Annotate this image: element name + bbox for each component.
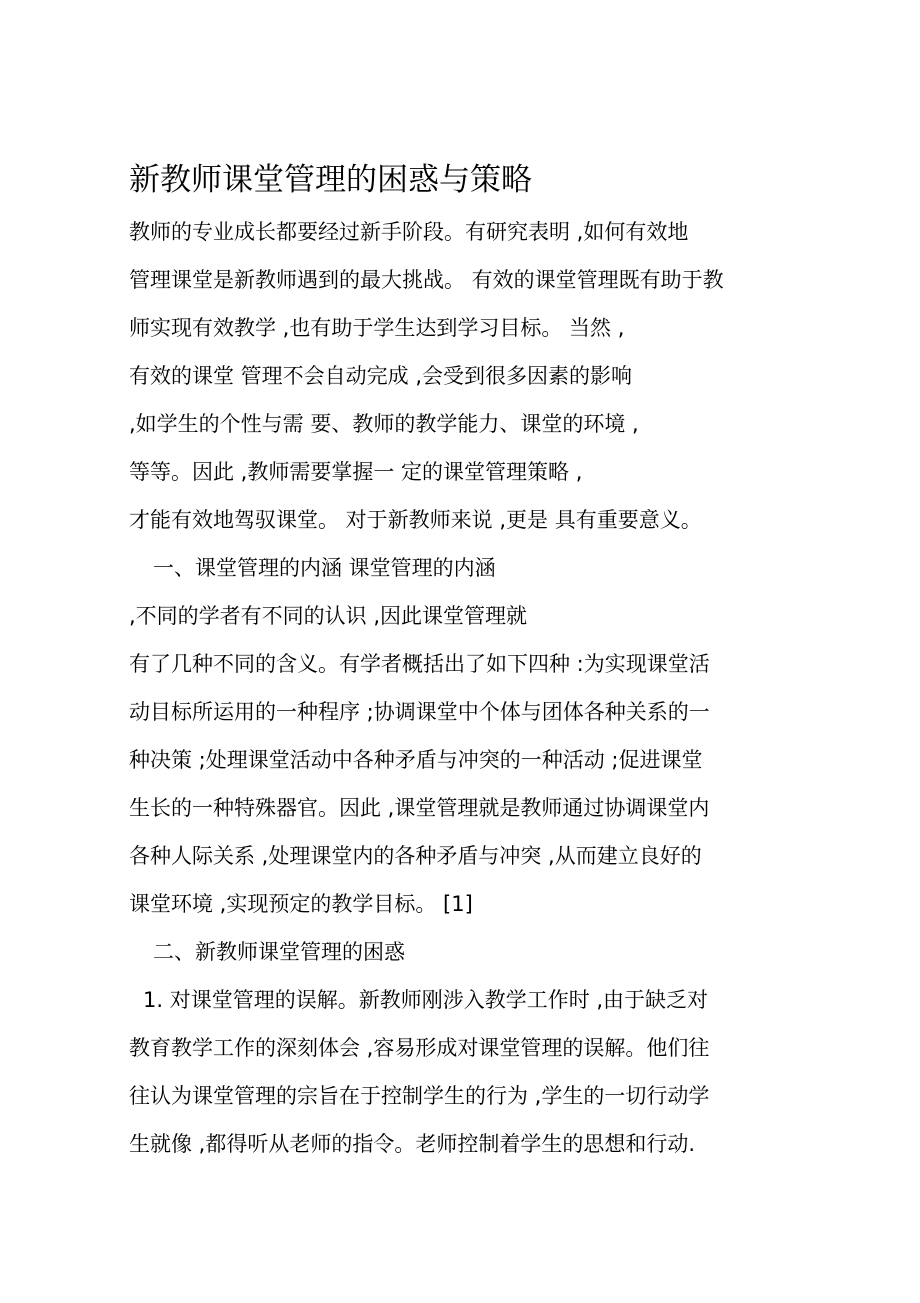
body-line-15: 课堂环境 ,实现预定的教学目标。 [1] <box>129 892 473 916</box>
body-line-7: 才能有效地驾驭课堂。 对于新教师来说 ,更是 具有重要意义。 <box>129 508 702 532</box>
section-heading-1: 一、课堂管理的内涵 课堂管理的内涵 <box>153 556 496 580</box>
section-heading-2: 二、新教师课堂管理的困惑 <box>153 940 405 964</box>
body-line-9: ,不同的学者有不同的认识 ,因此课堂管理就 <box>129 604 528 628</box>
body-line-13: 生长的一种特殊器官。因此 ,课堂管理就是教师通过协调课堂内 <box>129 796 710 820</box>
body-line-6: 等等。因此 ,教师需要掌握一 定的课堂管理策略 , <box>129 460 583 484</box>
body-line-4: 有效的课堂 管理不会自动完成 ,会受到很多因素的影响 <box>129 364 633 388</box>
body-line-12: 种决策 ;处理课堂活动中各种矛盾与冲突的一种活动 ;促进课堂 <box>129 748 703 772</box>
body-line-20: 生就像 ,都得听从老师的指令。老师控制着学生的思想和行动. <box>129 1132 696 1156</box>
body-line-17: 1. 对课堂管理的误解。新教师刚涉入教学工作时 ,由于缺乏对 <box>143 988 709 1012</box>
body-line-5: ,如学生的个性与需 要、教师的教学能力、课堂的环境 , <box>129 412 639 436</box>
body-line-1: 教师的专业成长都要经过新手阶段。有研究表明 ,如何有效地 <box>129 220 689 244</box>
body-line-19: 往认为课堂管理的宗旨在于控制学生的行为 ,学生的一切行动学 <box>129 1084 710 1108</box>
body-line-18: 教育教学工作的深刻体会 ,容易形成对课堂管理的误解。他们往 <box>129 1036 710 1060</box>
body-line-11: 动目标所运用的一种程序 ;协调课堂中个体与团体各种关系的一 <box>129 700 710 724</box>
body-line-3: 师实现有效教学 ,也有助于学生达到学习目标。 当然 , <box>129 316 625 340</box>
body-line-10: 有了几种不同的含义。有学者概括出了如下四种 :为实现课堂活 <box>129 652 710 676</box>
body-line-2: 管理课堂是新教师遇到的最大挑战。 有效的课堂管理既有助于教 <box>129 268 724 292</box>
document-title: 新教师课堂管理的困惑与策略 <box>129 162 532 198</box>
body-line-14: 各种人际关系 ,处理课堂内的各种矛盾与冲突 ,从而建立良好的 <box>129 844 702 868</box>
